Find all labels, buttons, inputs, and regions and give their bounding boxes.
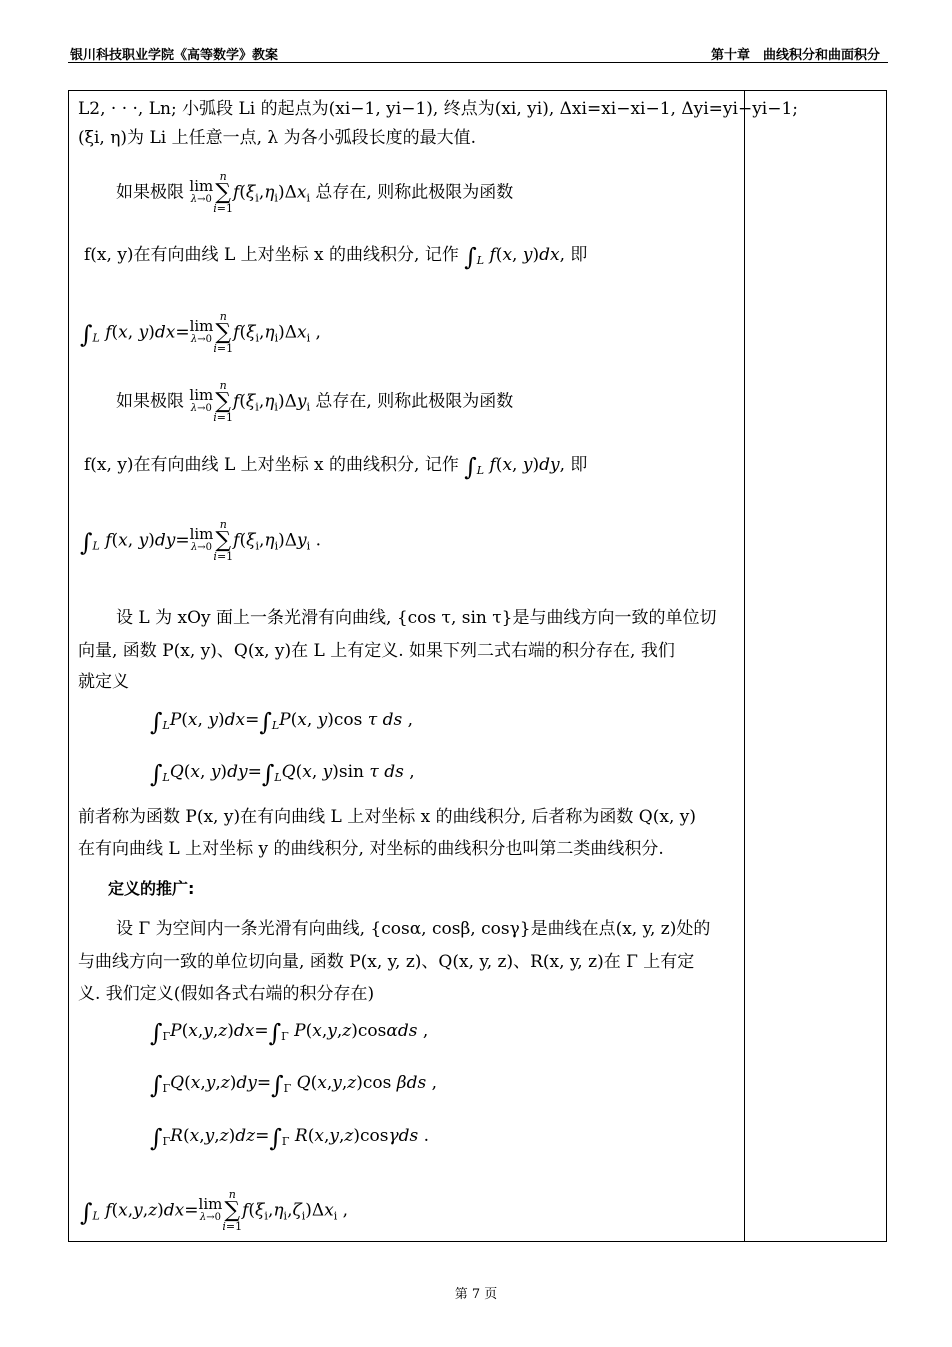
formula-xyz: $\int_L$ f(x,y,z)dx=lim λ→0 n ∑ $i=1f(\xi_i,\eta_i,\zeta_i)\Delta x_i$ ,	[80, 1188, 349, 1233]
text-line: L2, · · ·, Ln; 小弧段 Li 的起点为(xi−1, yi−1), 终点为(xi, yi), Δxi=xi−xi−1, Δyi=yi−yi−1;	[78, 99, 799, 119]
page-footer: 第 7 页	[454, 1287, 498, 1302]
header-left: 银川科技职业学院《高等数学》教案	[70, 48, 279, 63]
text-line: 与曲线方向一致的单位切向量, 函数 P(x, y, z)、Q(x, y, z)、R(x, y, z)在 Γ 上有定	[78, 952, 695, 972]
formula-q: $\int_LQ(x$, $y)dy=\int_LQ(x$, y)sin τ ds ,	[150, 760, 415, 788]
section-heading: 定义的推广:	[108, 879, 195, 898]
limit-line-x: 如果极限 lim λ→0 n ∑ $i=1f(\xi_i,\eta_i)\Delta x_i$ 总存在, 则称此极限为函数	[116, 170, 514, 215]
text-line: 前者称为函数 P(x, y)在有向曲线 L 上对坐标 x 的曲线积分, 后者称为函数 Q(x, y)	[78, 807, 697, 827]
formula-y: $\int_L$ f(x, y)dy=lim λ→0 n ∑ $i=1f(\xi_i,\eta_i)\Delta y_i$ .	[80, 518, 321, 563]
formula-gamma-p: $\int_\Gamma P(x,y,z)dx=\int_\Gamma$ P(x,y,z)cosαds ,	[150, 1019, 429, 1047]
text-line: 设 L 为 xOy 面上一条光滑有向曲线, {cos τ, sin τ}是与曲线方向一致的单位切	[116, 608, 717, 628]
text-line: 义. 我们定义(假如各式右端的积分存在)	[78, 984, 375, 1004]
text-line: (ξi, η)为 Li 上任意一点, λ 为各小弧段长度的最大值.	[78, 128, 476, 148]
text-line: 向量, 函数 P(x, y)、Q(x, y)在 L 上有定义. 如果下列二式右端的积分存在, 我们	[78, 641, 675, 661]
text-line: f(x, y)在有向曲线 L 上对坐标 x 的曲线积分, 记作 $\int_L$ f(x, y)dx, 即	[84, 243, 588, 271]
text-line: f(x, y)在有向曲线 L 上对坐标 x 的曲线积分, 记作 $\int_L$ f(x, y)dy, 即	[84, 453, 588, 481]
formula-p: $\int_LP(x$, $y)dx=\int_LP(x$, y)cos τ ds ,	[150, 708, 414, 736]
header-right: 第十章 曲线积分和曲面积分	[710, 48, 880, 63]
formula-x: $\int_L$ f(x, y)dx=lim λ→0 n ∑ $i=1f(\xi_i,\eta_i)\Delta x_i$ ,	[80, 310, 321, 355]
formula-gamma-r: $\int_\Gamma R(x,y,z)dz=\int_\Gamma$ R(x,y,z)cosγds .	[150, 1124, 430, 1152]
text-line: 在有向曲线 L 上对坐标 y 的曲线积分, 对坐标的曲线积分也叫第二类曲线积分.	[78, 839, 664, 859]
text-line: 设 Γ 为空间内一条光滑有向曲线, {cosα, cosβ, cosγ}是曲线在点(x, y, z)处的	[116, 919, 711, 939]
limit-line-y: 如果极限 lim λ→0 n ∑ $i=1f(\xi_i,\eta_i)\Delta y_i$ 总存在, 则称此极限为函数	[116, 379, 514, 424]
formula-gamma-q: $\int_\Gamma Q(x,y,z)dy=\int_\Gamma$ Q(x,y,z)cos βds ,	[150, 1071, 438, 1099]
text-line: 就定义	[78, 672, 129, 692]
page-header	[68, 44, 888, 63]
table-divider	[744, 90, 745, 1242]
